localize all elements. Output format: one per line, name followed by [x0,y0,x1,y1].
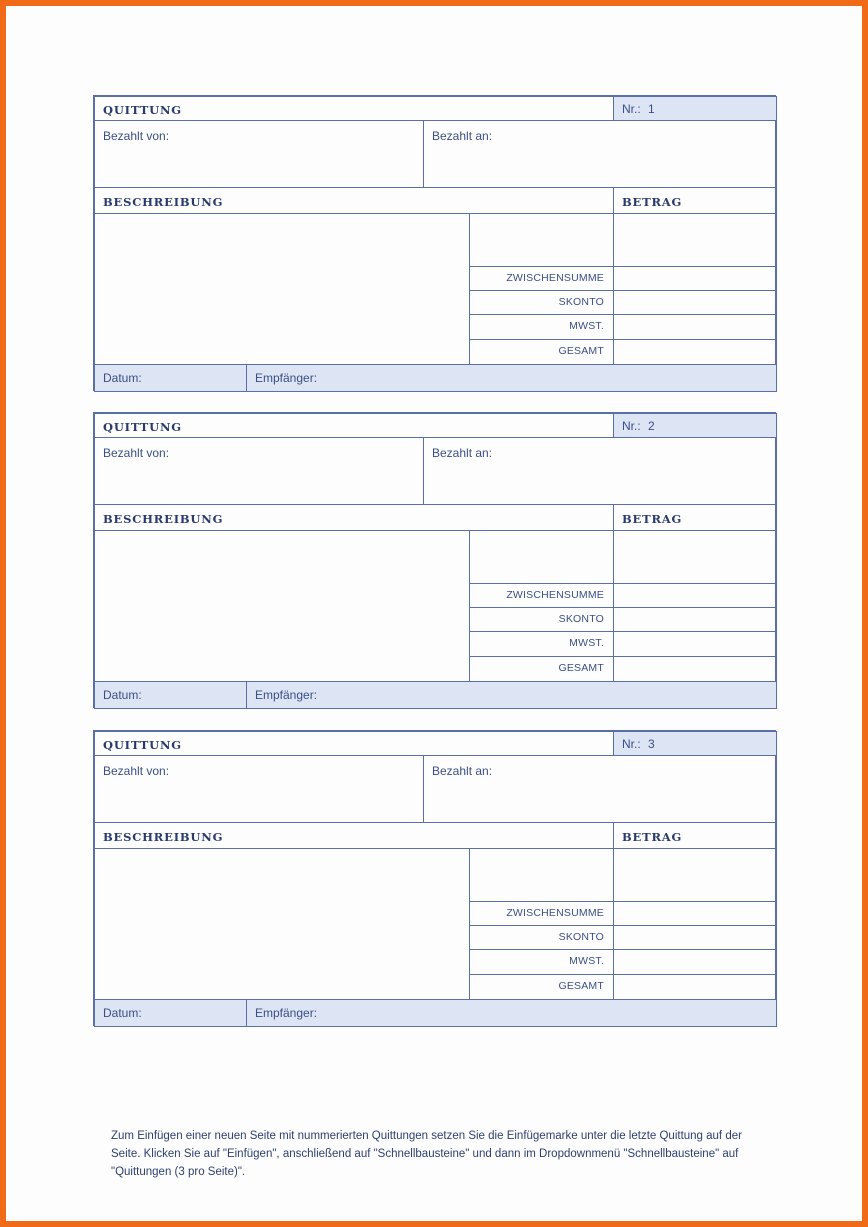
vat-label-cell [469,631,614,657]
date-label: Datum: [103,688,142,702]
subtotal-label: ZWISCHENSUMME [506,272,604,284]
receipt-title-cell [94,413,614,438]
paid-to-field[interactable] [423,755,777,823]
vat-label: MWST. [569,320,604,332]
description-header-cell [94,822,614,849]
discount-label-cell [469,925,614,950]
amount-header-cell [613,187,777,214]
receipt-3 [93,730,776,1026]
receipt-1 [93,95,776,391]
vat-field[interactable] [613,314,777,340]
vat-label-cell [469,314,614,340]
subtotal-label-cell [469,583,614,608]
subtotal-label-cell [469,266,614,291]
total-field[interactable] [613,339,777,365]
footer-instructions: Zum Einfügen einer neuen Seite mit nummerierten Quittungen setzen Sie die Einfügemarke unter die letzte Quittung auf der Seite. Klicken Sie auf "Einfügen", anschließend auf "Schnellbausteine" und dann im Dropdownmenü "Schnellbausteine" auf "Quittungen (3 pro Seite)". [111,1130,742,1178]
receipt-title-cell [94,731,614,756]
paid-by-label: Bezahlt von: [103,129,170,143]
total-label: GESAMT [558,662,604,674]
paid-to-label: Bezahlt an: [432,446,493,460]
amount-header-cell [613,822,777,849]
receipt-number-value: 1 [648,102,655,116]
recipient-field[interactable] [246,999,777,1027]
receipt-2 [93,412,776,708]
paid-by-field[interactable] [94,120,424,188]
subtotal-label: ZWISCHENSUMME [506,907,604,919]
description-header-cell [94,187,614,214]
vat-label: MWST. [569,637,604,649]
amount-header: BETRAG [622,195,683,209]
vat-field[interactable] [613,949,777,975]
total-label: GESAMT [558,980,604,992]
date-field[interactable] [94,364,247,392]
receipt-title: QUITTUNG [103,420,182,434]
total-label: GESAMT [558,345,604,357]
description-header: BESCHREIBUNG [103,195,224,209]
recipient-label: Empfänger: [255,371,318,385]
recipient-field[interactable] [246,364,777,392]
receipt-title: QUITTUNG [103,103,182,117]
discount-label: SKONTO [558,931,604,943]
recipient-field[interactable] [246,681,777,709]
description-field[interactable] [94,848,470,1000]
description-header: BESCHREIBUNG [103,512,224,526]
paid-by-field[interactable] [94,755,424,823]
subtotal-field[interactable] [613,901,777,926]
date-field[interactable] [94,681,247,709]
recipient-label: Empfänger: [255,1006,318,1020]
item-amount-field[interactable] [613,848,777,902]
discount-label-cell [469,607,614,632]
receipt-number-label: Nr.: [622,102,641,116]
item-blank-cell [469,530,614,584]
vat-label-cell [469,949,614,975]
paid-to-field[interactable] [423,437,777,505]
date-label: Datum: [103,371,142,385]
total-label-cell [469,974,614,1000]
subtotal-field[interactable] [613,266,777,291]
receipt-number-cell[interactable] [613,413,777,438]
description-field[interactable] [94,213,470,365]
item-blank-cell [469,848,614,902]
subtotal-label: ZWISCHENSUMME [506,589,604,601]
amount-header-cell [613,504,777,531]
discount-field[interactable] [613,607,777,632]
receipt-number-value: 2 [648,419,655,433]
receipt-title-cell [94,96,614,121]
total-field[interactable] [613,656,777,682]
discount-label-cell [469,290,614,315]
paid-to-label: Bezahlt an: [432,764,493,778]
item-amount-field[interactable] [613,530,777,584]
discount-field[interactable] [613,925,777,950]
discount-label: SKONTO [558,613,604,625]
total-field[interactable] [613,974,777,1000]
item-blank-cell [469,213,614,267]
description-header: BESCHREIBUNG [103,830,224,844]
recipient-label: Empfänger: [255,688,318,702]
receipt-number-label: Nr.: [622,419,641,433]
receipt-number-cell[interactable] [613,731,777,756]
total-label-cell [469,339,614,365]
paid-to-field[interactable] [423,120,777,188]
amount-header: BETRAG [622,512,683,526]
receipt-number-label: Nr.: [622,737,641,751]
discount-field[interactable] [613,290,777,315]
subtotal-field[interactable] [613,583,777,608]
receipt-number-cell[interactable] [613,96,777,121]
receipt-title: QUITTUNG [103,738,182,752]
paid-by-label: Bezahlt von: [103,764,170,778]
paid-by-field[interactable] [94,437,424,505]
description-field[interactable] [94,530,470,682]
receipt-number-value: 3 [648,737,655,751]
date-label: Datum: [103,1006,142,1020]
paid-by-label: Bezahlt von: [103,446,170,460]
total-label-cell [469,656,614,682]
subtotal-label-cell [469,901,614,926]
description-header-cell [94,504,614,531]
date-field[interactable] [94,999,247,1027]
paid-to-label: Bezahlt an: [432,129,493,143]
amount-header: BETRAG [622,830,683,844]
discount-label: SKONTO [558,296,604,308]
vat-field[interactable] [613,631,777,657]
vat-label: MWST. [569,955,604,967]
item-amount-field[interactable] [613,213,777,267]
